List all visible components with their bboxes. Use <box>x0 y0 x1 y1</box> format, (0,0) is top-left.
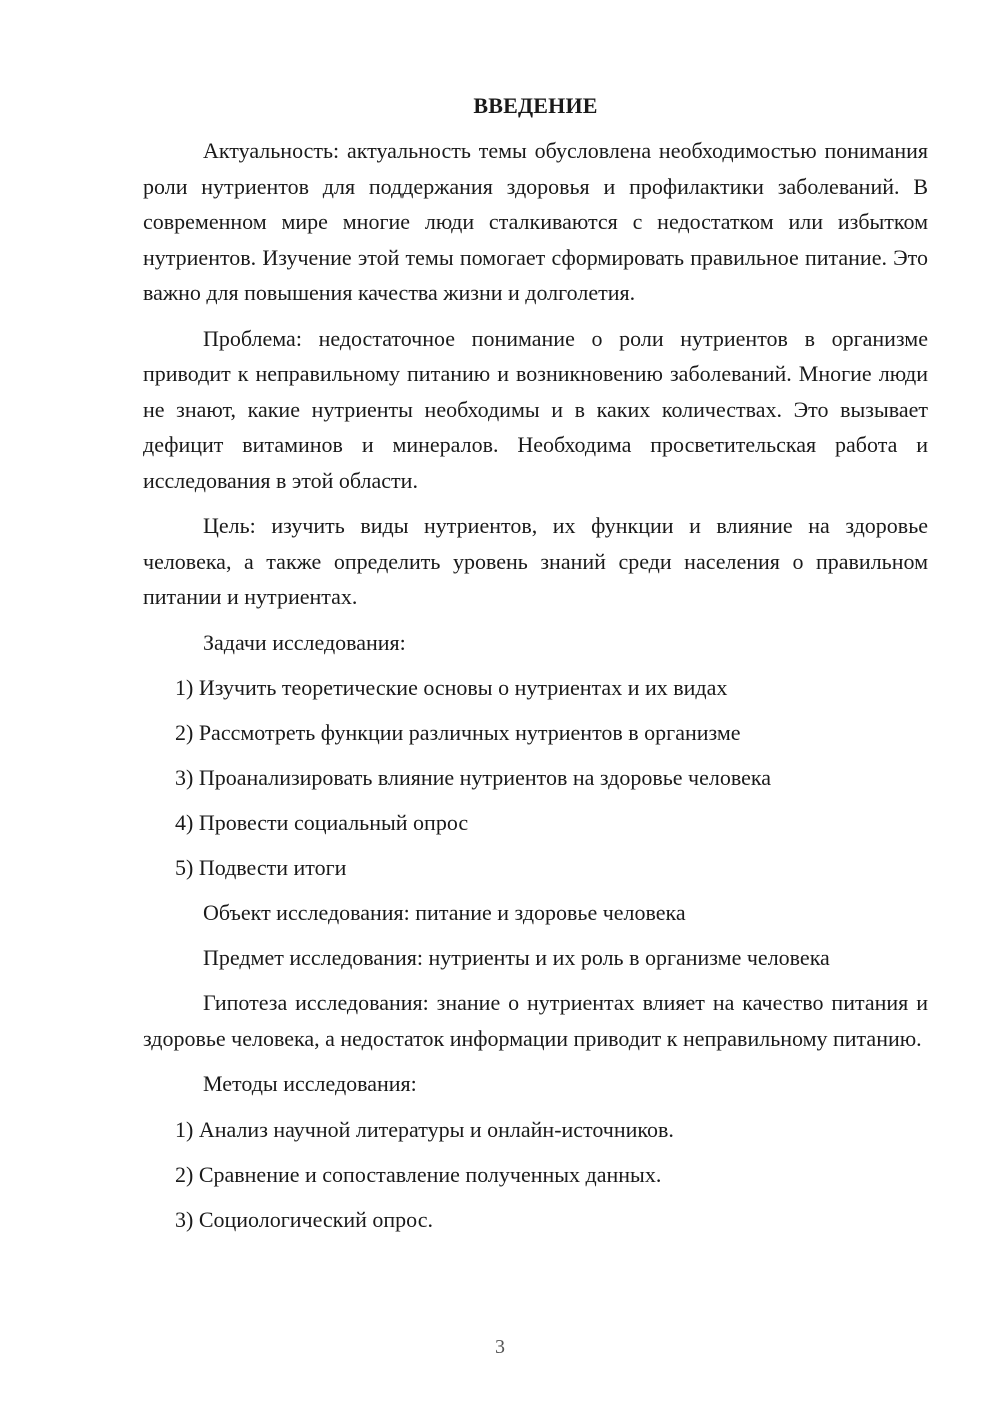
research-object: Объект исследования: питание и здоровье человека <box>203 900 686 925</box>
problem-paragraph: Проблема: недостаточное понимание о роли нутриентов в организме приводит к неправильному питанию и возникновению заболеваний. Многие люди не знают, какие нутриенты необходимы и в каких количествах. Это вызывает дефицит витаминов и минералов. Необходима просветительская работа и исследования в этой области. <box>143 325 928 493</box>
task-item: 1) Изучить теоретические основы о нутриентах и их видах <box>175 675 728 700</box>
task-item: 3) Проанализировать влияние нутриентов на здоровье человека <box>175 765 771 790</box>
method-item: 1) Анализ научной литературы и онлайн-источников. <box>175 1116 674 1142</box>
tasks-list <box>143 670 928 886</box>
tasks-label: Задачи исследования: <box>203 629 406 655</box>
hypothesis-paragraph: Гипотеза исследования: знание о нутриентах влияет на качество питания и здоровье человека, а недостаток информации приводит к неправильному питанию. <box>143 990 928 1051</box>
task-item: 5) Подвести итоги <box>175 855 347 880</box>
page-number: 3 <box>495 1336 505 1358</box>
method-item: 3) Социологический опрос. <box>175 1206 433 1232</box>
document-title: ВВЕДЕНИЕ <box>473 93 598 118</box>
goal-paragraph: Цель: изучить виды нутриентов, их функции и влияние на здоровье человека, а также определить уровень знаний среди населения о правильном питании и нутриентах. <box>143 513 928 609</box>
document-page <box>143 93 928 1247</box>
relevance-paragraph: Актуальность: актуальность темы обусловлена необходимостью понимания роли нутриентов для поддержания здоровья и профилактики заболеваний. В современном мире многие люди сталкиваются с недостатком или избытком нутриентов. Изучение этой темы помогает сформировать правильное питание. Это важно для повышения качества жизни и долголетия. <box>143 138 928 305</box>
task-item: 2) Рассмотреть функции различных нутриентов в организме <box>175 720 741 745</box>
methods-label: Методы исследования: <box>203 1071 417 1096</box>
task-item: 4) Провести социальный опрос <box>175 810 469 835</box>
methods-list <box>143 1112 928 1238</box>
method-item: 2) Сравнение и сопоставление полученных данных. <box>175 1161 662 1187</box>
research-subject: Предмет исследования: нутриенты и их роль в организме человека <box>203 945 830 970</box>
